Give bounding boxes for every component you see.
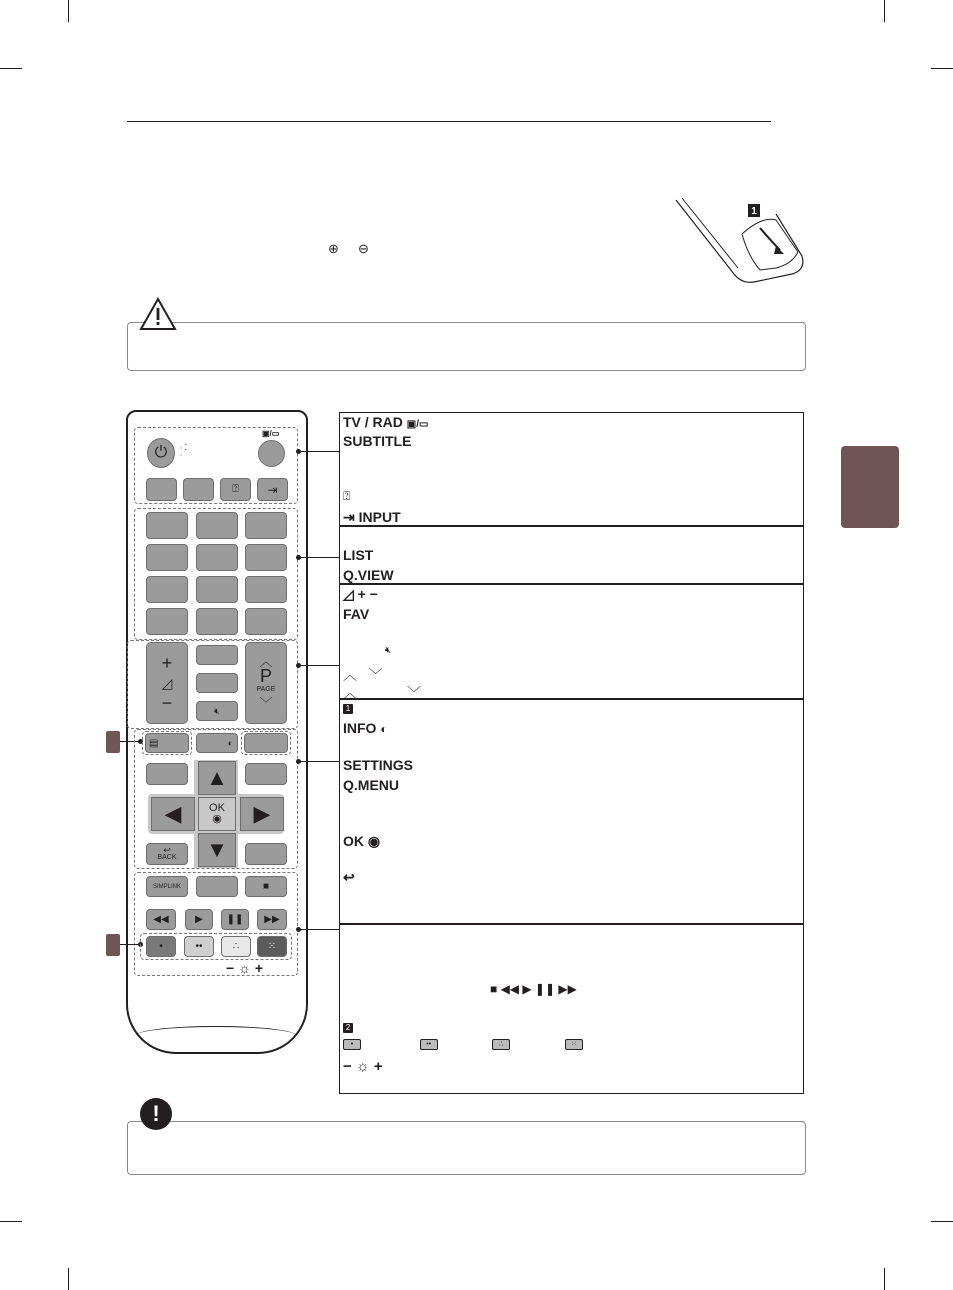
remote-battery-illustration — [672, 194, 812, 289]
number-key[interactable] — [196, 544, 238, 571]
fav-button[interactable] — [196, 645, 238, 665]
battery-plus-icon: ⊕ — [328, 241, 339, 256]
arrow-left-button[interactable]: ◀ — [151, 797, 195, 831]
leader-dot — [296, 449, 301, 454]
p-letter: P — [259, 666, 272, 686]
ad-button[interactable] — [183, 478, 214, 501]
ok-circle-icon: ◉ — [367, 833, 381, 849]
brightness-symbols: − ☼ + — [343, 1058, 383, 1075]
crop-mark — [884, 0, 885, 22]
power-button[interactable]: ⏻ — [147, 438, 175, 468]
help-icon: ⍰ — [343, 489, 351, 503]
page-label: PAGE — [256, 686, 276, 693]
color-key-icons — [343, 1037, 583, 1051]
crop-mark — [0, 68, 22, 69]
number-key[interactable] — [245, 576, 287, 603]
input-label: ⇥ INPUT — [343, 509, 401, 525]
green-key-icon: •• — [420, 1039, 438, 1050]
leader-dot — [296, 555, 301, 560]
header-rule — [127, 121, 771, 122]
fav-label: FAV — [343, 606, 370, 622]
green-key[interactable]: •• — [184, 936, 214, 957]
blue-key[interactable]: ⁙ — [257, 936, 287, 957]
qview-label: Q.VIEW — [343, 567, 394, 583]
info-label: INFO ◐ — [343, 720, 388, 736]
arrow-right-button[interactable]: ▶ — [240, 797, 284, 831]
exit-button[interactable] — [245, 843, 287, 865]
settings-label: SETTINGS — [343, 757, 414, 773]
program-chevrons-icon: ︿ ﹀ — [343, 667, 383, 683]
back-arrow-icon: ↩ — [163, 845, 171, 855]
warning-triangle-icon — [139, 297, 177, 331]
3d-button[interactable] — [196, 673, 238, 693]
help-button[interactable]: ⍰ — [220, 478, 251, 501]
number-key[interactable] — [245, 512, 287, 539]
tv-rad-label: TV / RAD ▣/▭ — [343, 414, 429, 430]
teletext-button[interactable]: ▤ — [145, 733, 189, 753]
crop-mark — [68, 1268, 69, 1290]
leader-line — [299, 451, 339, 452]
qmenu-label: Q.MENU — [343, 777, 399, 793]
chevron-down-icon: ﹀ — [259, 696, 273, 711]
pause-button[interactable]: ❚❚ — [221, 909, 249, 930]
number-key[interactable] — [146, 512, 188, 539]
tv-rad-icon: ▣/▭ — [406, 419, 429, 430]
ok-circle-icon: ◉ — [212, 813, 222, 825]
callout-badge-1 — [106, 731, 120, 753]
info-button[interactable]: ◐ — [196, 733, 238, 753]
leader-line — [299, 929, 339, 930]
mute-button[interactable]: 🔇︎ — [196, 701, 238, 721]
simplink-label: SIMPLINK — [152, 883, 181, 890]
badge-2: 2 — [343, 1020, 353, 1034]
number-key[interactable] — [146, 544, 188, 571]
simplink-button[interactable] — [146, 876, 188, 897]
number-key[interactable] — [245, 544, 287, 571]
badge-1: 1 — [343, 701, 353, 715]
red-key[interactable]: • — [146, 936, 176, 957]
list-button[interactable] — [146, 608, 188, 635]
callout-badge-2 — [106, 934, 120, 956]
blue-key-icon: ⁙ — [565, 1039, 583, 1050]
page-chevrons-icon: ︿ ﹀ — [343, 685, 421, 701]
number-key[interactable] — [146, 576, 188, 603]
input-button[interactable]: ⇥ — [257, 478, 288, 501]
rewind-button[interactable]: ◀◀ — [146, 909, 176, 930]
svg-text:1: 1 — [751, 206, 757, 217]
crop-mark — [884, 1268, 885, 1290]
stop-button[interactable]: ■ — [245, 876, 287, 897]
callout-leader-2 — [120, 944, 140, 945]
back-icon: ↩ — [343, 869, 355, 885]
ok-label: OK — [209, 802, 225, 814]
yellow-key-icon: ∴ — [492, 1039, 510, 1050]
note-box — [127, 1121, 806, 1175]
brightness-minus: − — [226, 960, 235, 976]
crop-mark — [0, 1221, 22, 1222]
remote-bottom-curve — [136, 1026, 296, 1045]
leader-dot — [296, 663, 301, 668]
caution-divider — [325, 322, 804, 323]
qview-button[interactable] — [245, 608, 287, 635]
playback-icons: ■ ◀◀ ▶ ❚❚ ▶▶ — [490, 982, 577, 996]
brightness-icon: ☼ — [238, 960, 251, 976]
ok-desc-label: OK ◉ — [343, 833, 381, 849]
info-icon: ◐ — [380, 722, 388, 736]
brightness-control-label — [226, 960, 263, 976]
table-divider — [339, 583, 804, 585]
volume-plus-sign: + — [161, 653, 173, 673]
red-key-icon: • — [343, 1039, 361, 1050]
tv-rad-button[interactable] — [258, 440, 285, 467]
leader-line — [299, 761, 339, 762]
volume-symbols: ◿ + − — [343, 586, 378, 602]
exclamation-circle-icon: ! — [140, 1098, 172, 1130]
volume-icon: ◿ — [161, 675, 173, 691]
chevron-up-icon: ︿ — [259, 654, 273, 669]
note-divider — [250, 1121, 804, 1122]
list-label: LIST — [343, 547, 374, 563]
arrow-down-button[interactable]: ▼ — [198, 833, 236, 867]
leader-dot — [296, 759, 301, 764]
mute-icon: 🔇︎ — [385, 645, 392, 656]
crop-mark — [68, 0, 69, 22]
volume-minus-sign: − — [161, 693, 173, 713]
caution-box — [127, 322, 806, 371]
volume-rocker[interactable] — [146, 642, 188, 724]
input-icon: ⇥ — [343, 509, 355, 525]
back-label: BACK — [157, 854, 177, 861]
crop-mark — [931, 1221, 953, 1222]
number-key[interactable] — [196, 608, 238, 635]
yellow-key[interactable]: ∴ — [221, 936, 251, 957]
back-button[interactable] — [146, 843, 188, 865]
ok-button[interactable] — [198, 797, 236, 831]
play-button[interactable]: ▶ — [185, 909, 213, 930]
t-option-button[interactable] — [244, 733, 288, 753]
fast-forward-button[interactable]: ▶▶ — [257, 909, 287, 930]
table-divider — [339, 525, 804, 527]
number-key[interactable] — [196, 512, 238, 539]
subtitle-button[interactable] — [146, 478, 177, 501]
leader-dot — [296, 927, 301, 932]
number-key[interactable] — [196, 576, 238, 603]
table-divider — [339, 923, 804, 925]
brightness-plus: + — [254, 960, 263, 976]
subtitle-label: SUBTITLE — [343, 433, 412, 449]
leader-line — [299, 557, 339, 558]
arrow-up-button[interactable]: ▲ — [198, 761, 236, 795]
chapter-tab — [841, 446, 899, 528]
crop-mark — [931, 68, 953, 69]
ratio-button[interactable] — [196, 876, 238, 897]
battery-minus-icon: ⊖ — [358, 241, 369, 256]
power-dots: ∙ ⁚ ∙ — [180, 443, 187, 459]
tv-rad-icon: ▣/▭ — [262, 429, 280, 438]
program-rocker[interactable] — [245, 642, 287, 724]
leader-line — [299, 665, 339, 666]
